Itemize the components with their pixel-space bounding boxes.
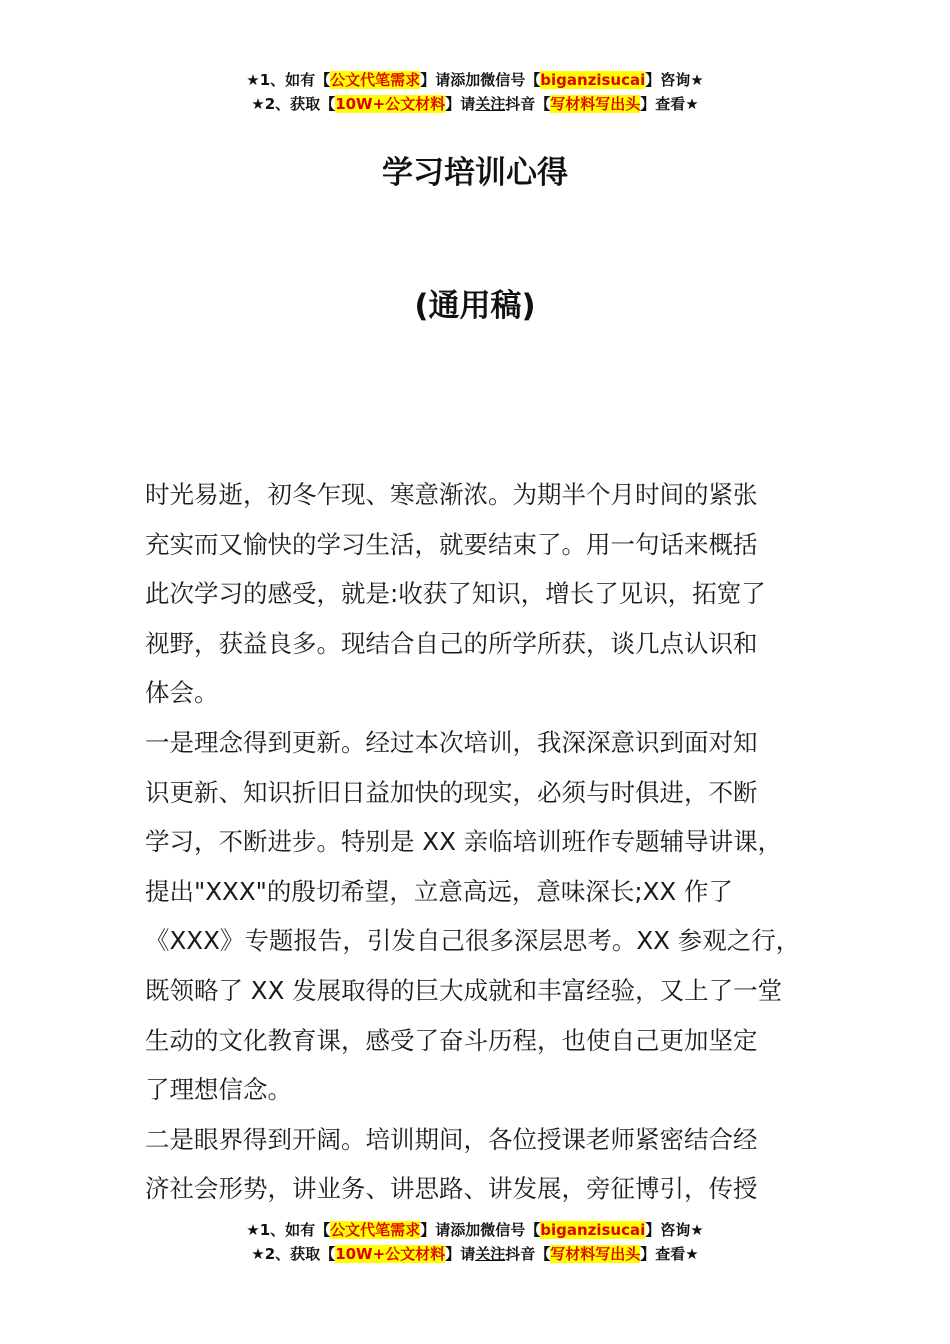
banner-line-2-middle: 】请 [445, 1245, 476, 1263]
banner-line-2 [0, 92, 950, 116]
banner-line-2-suffix: 】查看★ [640, 1245, 699, 1263]
banner-line-2-prefix: ★2、获取【 [251, 95, 336, 113]
document-body [145, 470, 815, 1214]
banner-line-1 [0, 68, 950, 92]
banner-line-1-prefix: ★1、如有【 [246, 71, 331, 89]
text-line: 视野，获益良多。现结合自己的所学所获，谈几点认识和 [145, 628, 758, 658]
document-title: 学习培训心得 [382, 155, 568, 191]
paragraph-point-2 [145, 1115, 815, 1214]
banner-line-1-suffix: 】咨询★ [645, 71, 704, 89]
banner-line-2-middle-2: 抖音【 [505, 95, 551, 113]
text-line: 提出"XXX"的殷切希望，立意高远，意味深长;XX 作了 [145, 876, 733, 906]
banner-line-2-middle-2: 抖音【 [505, 1245, 551, 1263]
top-banner [0, 68, 950, 116]
banner-highlight-wechat-id: biganzisucai [540, 71, 646, 89]
banner-highlight-wechat-id: biganzisucai [540, 1221, 646, 1239]
text-line: 二是眼界得到开阔。培训期间，各位授课老师紧密结合经 [145, 1124, 758, 1154]
banner-highlight-douyin-account: 写材料写出头 [550, 1245, 641, 1263]
text-line: 了理想信念。 [145, 1075, 292, 1105]
banner-line-1-suffix: 】咨询★ [645, 1221, 704, 1239]
text-line: 时光易逝，初冬乍现、寒意渐浓。为期半个月时间的紧张 [145, 480, 758, 509]
banner-line-2-middle: 】请 [445, 95, 476, 113]
bottom-banner [0, 1218, 950, 1266]
text-line: 学习，不断进步。特别是 XX 亲临培训班作专题辅导讲课， [145, 827, 783, 857]
banner-line-2-prefix: ★2、获取【 [251, 1245, 336, 1263]
banner-line-2 [0, 1242, 950, 1266]
banner-line-2-suffix: 】查看★ [640, 95, 699, 113]
paragraph-intro [145, 470, 815, 718]
text-line: 《XXX》专题报告，引发自己很多深层思考。XX 参观之行， [145, 926, 801, 956]
banner-highlight-service: 公文代笔需求 [330, 71, 421, 89]
banner-line-1 [0, 1218, 950, 1242]
text-line: 济社会形势，讲业务、讲思路、讲发展，旁征博引，传授 [145, 1174, 758, 1204]
banner-line-1-prefix: ★1、如有【 [246, 1221, 331, 1239]
banner-underlined-follow: 关注 [475, 95, 506, 113]
text-line: 体会。 [145, 678, 219, 708]
paragraph-point-1 [145, 718, 815, 1115]
banner-line-1-middle: 】请添加微信号【 [420, 71, 541, 89]
text-line: 充实而又愉快的学习生活，就要结束了。用一句话来概括 [145, 529, 758, 559]
text-line: 此次学习的感受，就是:收获了知识，增长了见识，拓宽了 [145, 579, 766, 609]
text-line: 既领略了 XX 发展取得的巨大成就和丰富经验，又上了一堂 [145, 975, 783, 1005]
banner-line-1-middle: 】请添加微信号【 [420, 1221, 541, 1239]
text-line: 一是理念得到更新。经过本次培训，我深深意识到面对知 [145, 727, 758, 757]
banner-underlined-follow: 关注 [475, 1245, 506, 1263]
banner-highlight-douyin-account: 写材料写出头 [550, 95, 641, 113]
text-line: 生动的文化教育课，感受了奋斗历程，也使自己更加坚定 [145, 1025, 758, 1055]
document-subtitle: (通用稿) [414, 288, 536, 324]
text-line: 识更新、知识折旧日益加快的现实，必须与时俱进，不断 [145, 777, 758, 807]
banner-highlight-materials: 10W+公文材料 [335, 95, 446, 113]
banner-highlight-materials: 10W+公文材料 [335, 1245, 446, 1263]
banner-highlight-service: 公文代笔需求 [330, 1221, 421, 1239]
